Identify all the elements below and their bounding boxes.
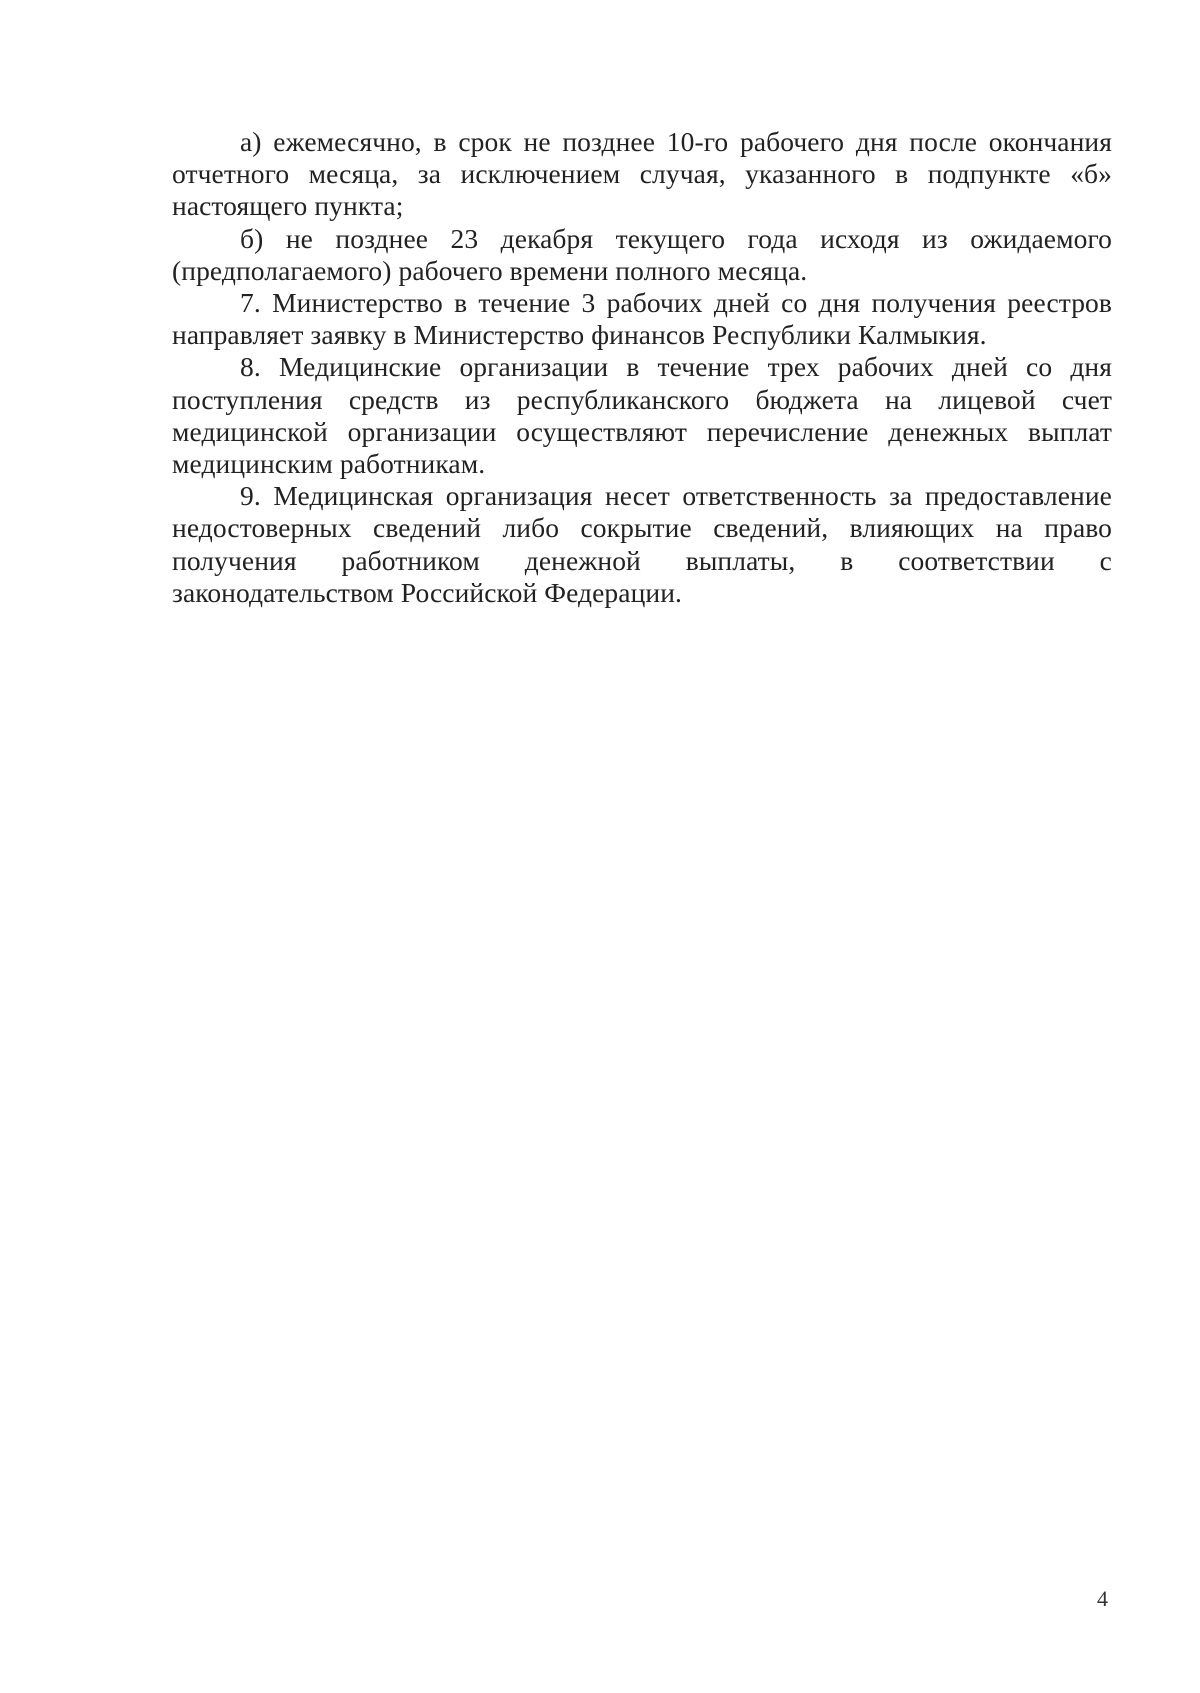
paragraph-subpoint-b: б) не позднее 23 декабря текущего года исходя из ожидаемого (предполагаемого) рабочего времени полного месяца. xyxy=(172,222,1112,286)
document-body xyxy=(172,126,1112,609)
page-number: 4 xyxy=(1097,1586,1108,1611)
paragraph-item-9: 9. Медицинская организация несет ответственность за предоставление недостоверных сведений либо сокрытие сведений, влияющих на право получения работником денежной выплаты, в соответствии с законодательством Российской Федерации. xyxy=(172,480,1112,608)
paragraph-item-8: 8. Медицинские организации в течение трех рабочих дней со дня поступления средств из республиканского бюджета на лицевой счет медицинской организации осуществляют перечисление денежных выплат медицинским работникам. xyxy=(172,351,1112,480)
paragraph-subpoint-a: а) ежемесячно, в срок не позднее 10-го рабочего дня после окончания отчетного месяца, за исключением случая, указанного в подпункте «б» настоящего пункта; xyxy=(172,126,1112,222)
paragraph-item-7: 7. Министерство в течение 3 рабочих дней со дня получения реестров направляет заявку в Министерство финансов Республики Калмыкия. xyxy=(172,287,1112,351)
